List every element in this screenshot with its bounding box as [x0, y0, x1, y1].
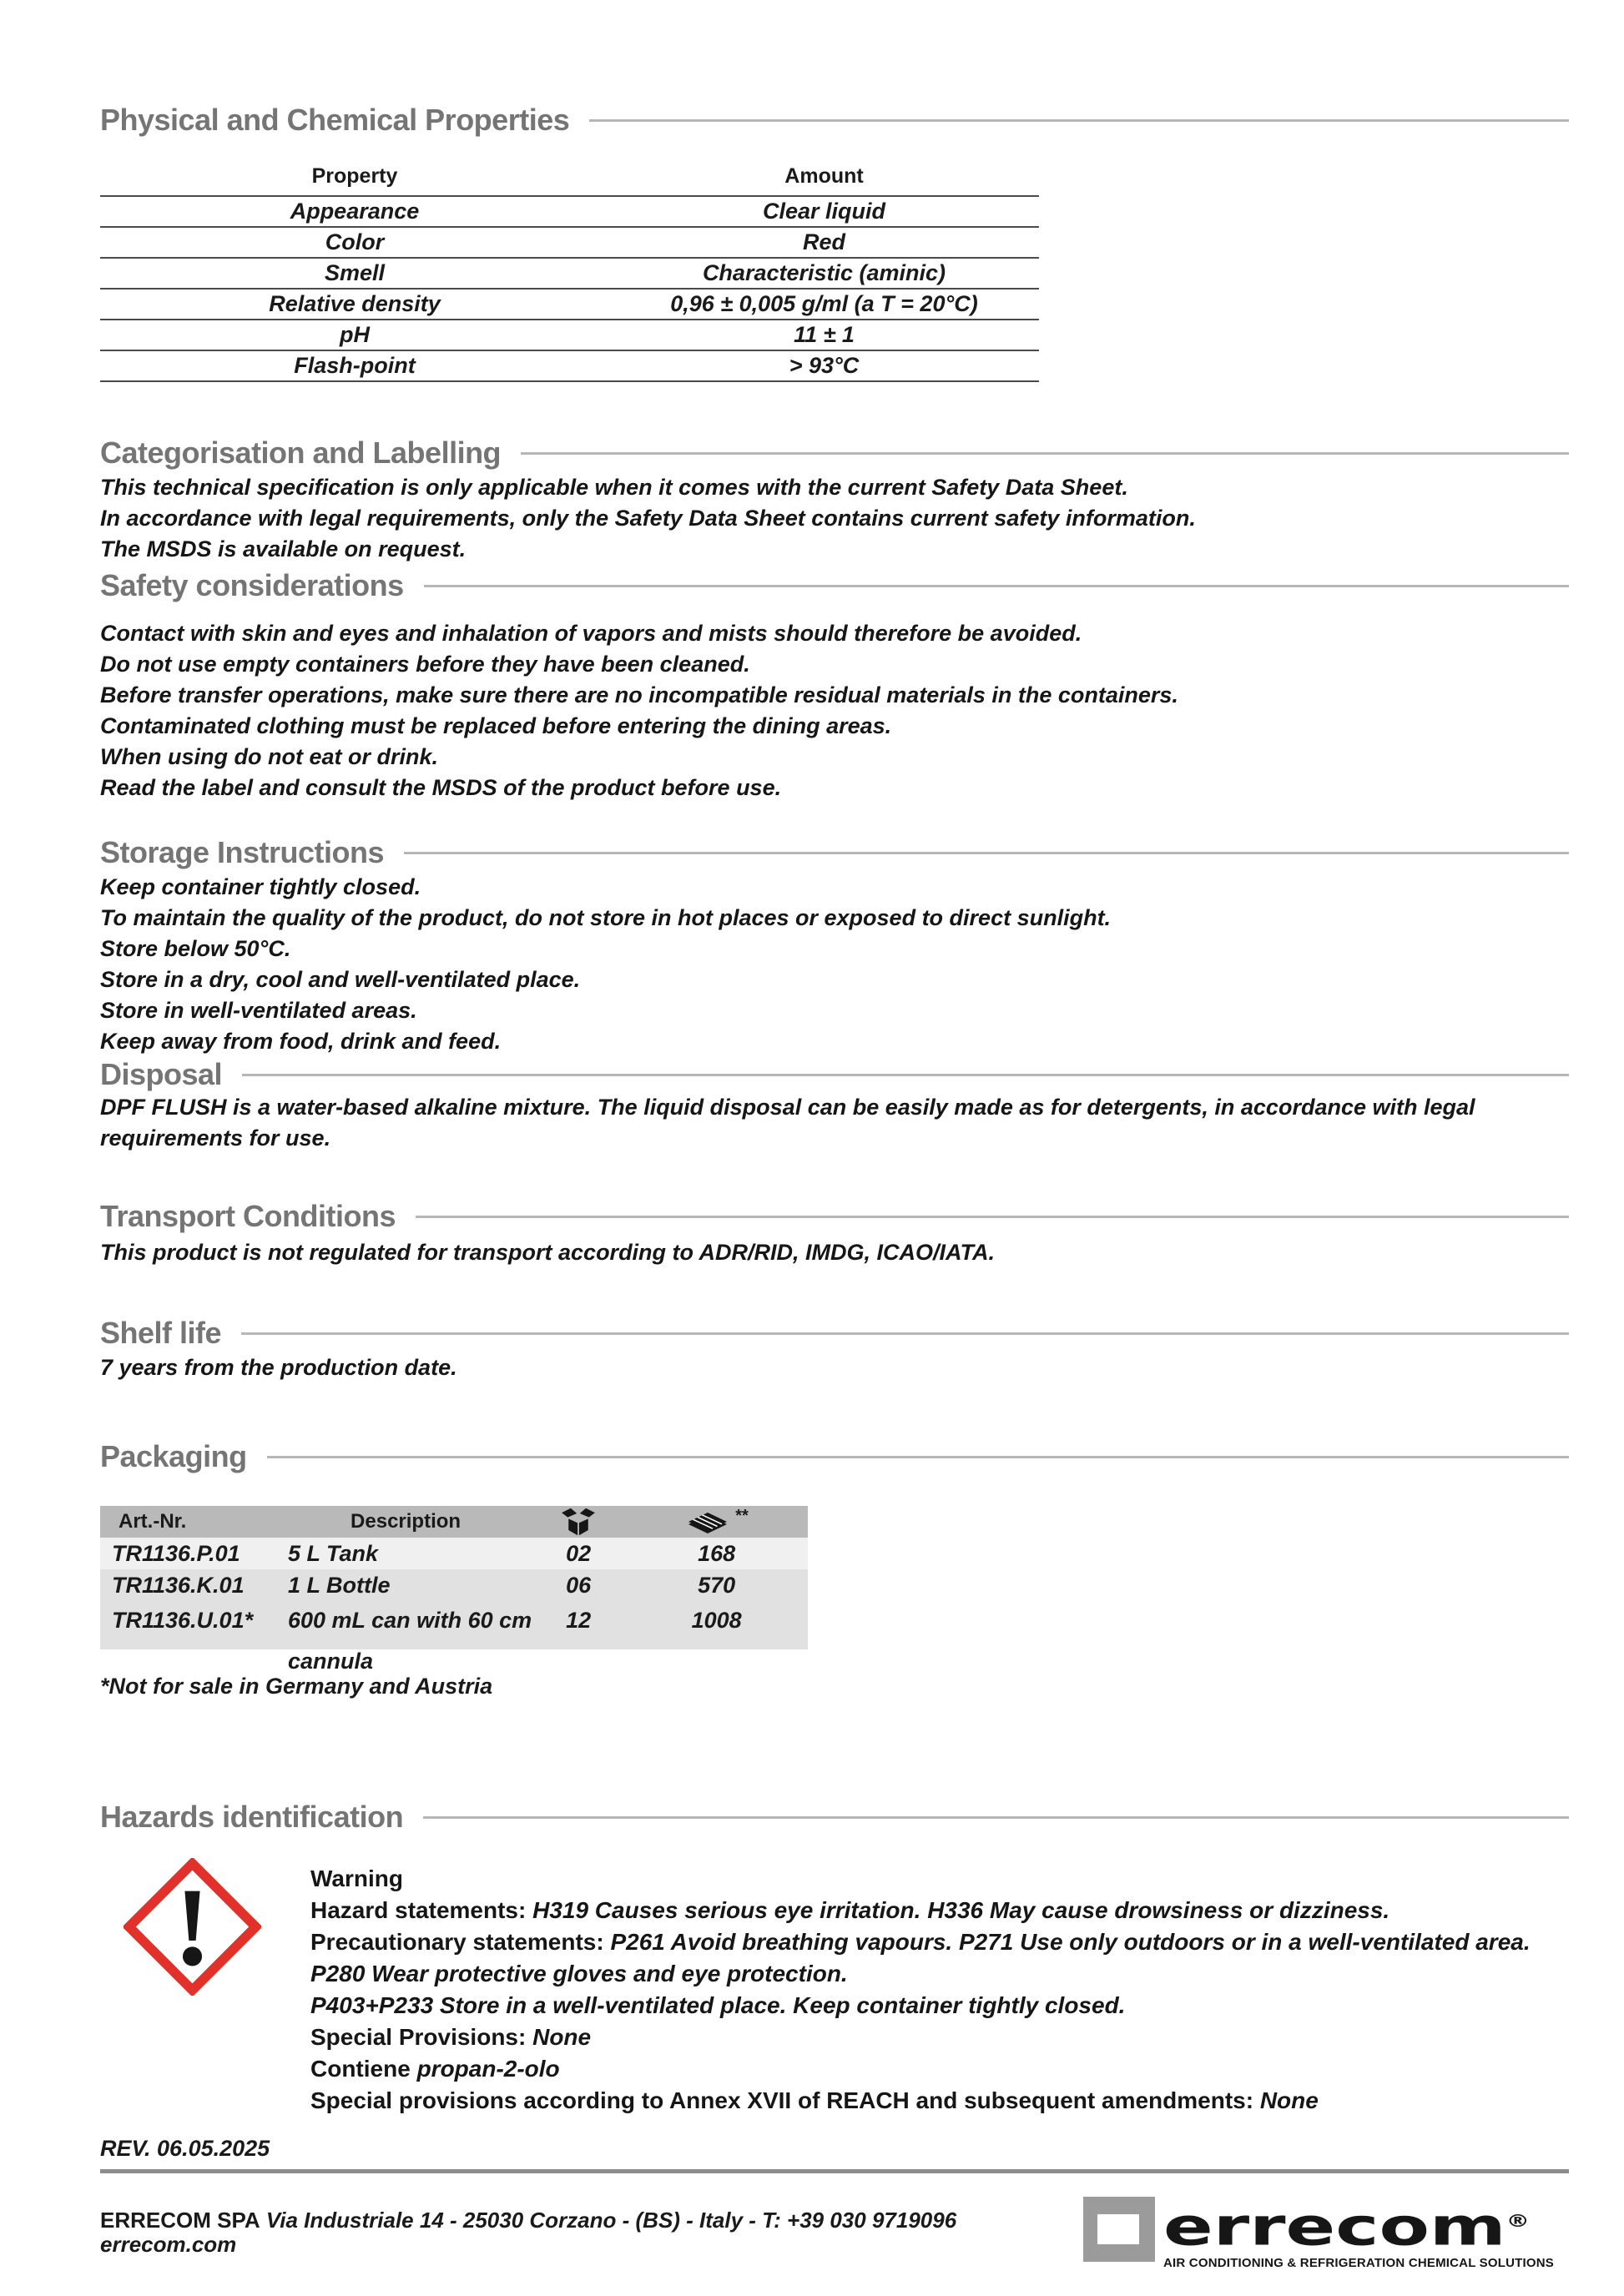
text-line: Store in well-ventilated areas.: [100, 998, 417, 1023]
section-title: Disposal: [100, 1057, 223, 1091]
statement-label: Special Provisions:: [310, 2024, 533, 2050]
text-line: Keep away from food, drink and feed.: [100, 1029, 502, 1054]
statement-text: None: [532, 2024, 592, 2050]
text-line: Contact with skin and eyes and inhalation of vapors and mists should therefore be avoided.: [100, 621, 1082, 646]
table-cell: 11 ± 1: [609, 320, 1039, 350]
section-title: Physical and Chemical Properties: [100, 103, 570, 137]
hazard-statement-line: [310, 2085, 1569, 2117]
storage-text: [100, 872, 1569, 1057]
column-header-units-per-box: [532, 1506, 625, 1538]
section-heading-safety: [100, 568, 1569, 603]
section-heading-disposal: [100, 1057, 1569, 1092]
cell-art-nr: TR1136.K.01: [100, 1569, 280, 1601]
cell-art-nr: TR1136.P.01: [100, 1538, 280, 1569]
hazard-statement-line: [310, 2022, 1569, 2053]
table-row: [100, 1569, 808, 1601]
cell-units-per-box: 06: [532, 1569, 625, 1601]
statement-text: P261 Avoid breathing vapours. P271 Use only outdoors or in a well-ventilated area.: [610, 1929, 1531, 1955]
heading-rule: [267, 1456, 1569, 1458]
text-line: Read the label and consult the MSDS of the product before use.: [100, 775, 782, 800]
table-row: [100, 227, 1039, 258]
table-cell: Flash-point: [100, 350, 609, 381]
table-cell: Relative density: [100, 289, 609, 320]
table-cell: Red: [609, 227, 1039, 258]
cell-units-per-pallet: 570: [625, 1569, 808, 1601]
company-info: [100, 2197, 956, 2268]
table-row: [100, 196, 1039, 227]
table-header-row: [100, 159, 1039, 196]
text-line: 7 years from the production date.: [100, 1355, 457, 1380]
column-header-property: Property: [100, 159, 609, 196]
shelf-life-text: [100, 1352, 1569, 1383]
categorisation-text: [100, 472, 1569, 565]
cell-units-per-pallet: 1008: [625, 1601, 808, 1649]
errecom-logo: [1083, 2197, 1569, 2268]
heading-rule: [424, 585, 1569, 587]
section-title: Shelf life: [100, 1316, 222, 1350]
table-row: [100, 258, 1039, 289]
heading-rule: [404, 852, 1569, 854]
cell-units-per-pallet: 168: [625, 1538, 808, 1569]
table-cell: > 93°C: [609, 350, 1039, 381]
text-line: Do not use empty containers before they have been cleaned.: [100, 652, 750, 677]
text-line: This technical specification is only applicable when it comes with the current Safety Data Sheet.: [100, 475, 1128, 500]
footer: [100, 2197, 1569, 2268]
section-heading-packaging: [100, 1439, 1569, 1474]
section-heading-transport: [100, 1199, 1569, 1234]
text-line: Contaminated clothing must be replaced before entering the dining areas.: [100, 713, 892, 738]
statement-text: None: [1259, 2087, 1319, 2113]
text-line: The MSDS is available on request.: [100, 536, 467, 561]
section-title: Transport Conditions: [100, 1199, 396, 1233]
properties-table: [100, 159, 1039, 382]
section-heading-categorisation: [100, 436, 1569, 471]
section-title: Packaging: [100, 1439, 247, 1473]
section-title: Categorisation and Labelling: [100, 436, 502, 470]
table-cell: Clear liquid: [609, 196, 1039, 227]
heading-rule: [521, 452, 1569, 455]
statement-label: Contiene: [310, 2056, 417, 2082]
hazard-statements: [310, 1858, 1569, 2117]
signal-word: Warning: [310, 1866, 403, 1891]
ghs07-exclamation-pictogram: [124, 1858, 261, 1996]
company-address: Via Industriale 14 - 25030 Corzano - (BS) - Italy - T: +39 030 9719096: [260, 2208, 957, 2233]
table-cell: 0,96 ± 0,005 g/ml (a T = 20°C): [609, 289, 1039, 320]
column-header-art-nr: Art.-Nr.: [100, 1506, 280, 1538]
section-heading-storage: [100, 835, 1569, 870]
cell-description: 5 L Tank: [280, 1538, 532, 1569]
text-line: Store in a dry, cool and well-ventilated place.: [100, 967, 581, 992]
cell-description: 1 L Bottle: [280, 1569, 532, 1601]
packaging-footnote: *Not for sale in Germany and Austria: [100, 1674, 493, 1699]
registered-trademark-symbol: ®: [1505, 2211, 1531, 2231]
heading-rule: [589, 119, 1569, 122]
text-line: To maintain the quality of the product, do not store in hot places or exposed to direct sunlight.: [100, 905, 1112, 930]
pallet-icon: [685, 1511, 736, 1533]
statement-text: H319 Causes serious eye irritation. H336 May cause drowsiness or dizziness.: [532, 1897, 1390, 1923]
packaging-table: [100, 1506, 808, 1649]
text-line: In accordance with legal requirements, only the Safety Data Sheet contains current safety information.: [100, 506, 1196, 531]
heading-rule: [423, 1816, 1569, 1819]
hazard-statement-line: [310, 1926, 1569, 1958]
logo-wordmark: errecom®: [1163, 2196, 1531, 2258]
text-line: Store below 50°C.: [100, 936, 291, 961]
disposal-text: [100, 1092, 1569, 1154]
heading-rule: [242, 1074, 1569, 1076]
company-address-line: [100, 2208, 956, 2233]
column-header-units-per-pallet: [625, 1506, 808, 1538]
text-line: Before transfer operations, make sure there are no incompatible residual materials in the containers.: [100, 682, 1178, 707]
cell-art-nr: TR1136.U.01*: [100, 1601, 280, 1649]
section-title: Hazards identification: [100, 1800, 404, 1834]
section-title: Storage Instructions: [100, 835, 385, 869]
table-row: [100, 1601, 808, 1649]
cell-description: 600 mL can with 60 cm: [280, 1601, 532, 1649]
company-name: ERRECOM SPA: [100, 2208, 260, 2233]
text-line: Keep container tightly closed.: [100, 874, 421, 899]
hazard-statement-line: [310, 1895, 1569, 1926]
section-heading-hazards: [100, 1800, 1569, 1835]
section-heading-shelf-life: [100, 1316, 1569, 1351]
table-row: [100, 350, 1039, 381]
statement-label: Hazard statements:: [310, 1897, 533, 1923]
statement-text: P403+P233 Store in a well-ventilated place. Keep container tightly closed.: [310, 1992, 1126, 2018]
logo-square-icon: [1083, 2197, 1155, 2262]
hazards-block: [100, 1858, 1569, 2117]
transport-text: [100, 1237, 1569, 1268]
table-cell: pH: [100, 320, 609, 350]
column-header-amount: Amount: [609, 159, 1039, 196]
hazard-statement-line: [310, 2053, 1569, 2085]
heading-rule: [241, 1332, 1569, 1335]
text-line: This product is not regulated for transport according to ADR/RID, IMDG, ICAO/IATA.: [100, 1240, 996, 1265]
pallet-note-marker: **: [735, 1506, 749, 1525]
revision-date: REV. 06.05.2025: [100, 2136, 270, 2161]
section-title: Safety considerations: [100, 568, 404, 602]
text-line: When using do not eat or drink.: [100, 744, 438, 769]
table-cell: Smell: [100, 258, 609, 289]
packaging-description-overflow: cannula: [288, 1649, 374, 1674]
table-header-row: [100, 1506, 808, 1538]
logo-text-block: [1163, 2197, 1569, 2268]
table-row: [100, 320, 1039, 350]
table-cell: Appearance: [100, 196, 609, 227]
table-cell: Characteristic (aminic): [609, 258, 1039, 289]
column-header-description: Description: [280, 1506, 532, 1538]
company-website: errecom.com: [100, 2232, 237, 2257]
footer-divider: [100, 2169, 1569, 2173]
table-cell: Color: [100, 227, 609, 258]
statement-label: Precautionary statements:: [310, 1929, 611, 1955]
table-row: [100, 289, 1039, 320]
heading-rule: [416, 1216, 1569, 1218]
section-heading-physical-properties: [100, 103, 1569, 138]
table-row: [100, 1538, 808, 1569]
hazard-statement-line: [310, 1958, 1569, 1990]
statement-label: Special provisions according to Annex XVII of REACH and subsequent amendments:: [310, 2087, 1260, 2113]
cell-units-per-box: 02: [532, 1538, 625, 1569]
cell-units-per-box: 12: [532, 1601, 625, 1649]
safety-text: [100, 618, 1569, 803]
logo-tagline: AIR CONDITIONING & REFRIGERATION CHEMICAL SOLUTIONS: [1163, 2255, 1554, 2270]
text-line: DPF FLUSH is a water-based alkaline mixture. The liquid disposal can be easily made as for detergents, in accordance with legal requirements for use.: [100, 1095, 1475, 1151]
statement-text: propan-2-olo: [416, 2056, 560, 2082]
statement-text: P280 Wear protective gloves and eye protection.: [310, 1961, 848, 1986]
box-icon: [560, 1509, 597, 1532]
hazard-statement-line: [310, 1990, 1569, 2022]
